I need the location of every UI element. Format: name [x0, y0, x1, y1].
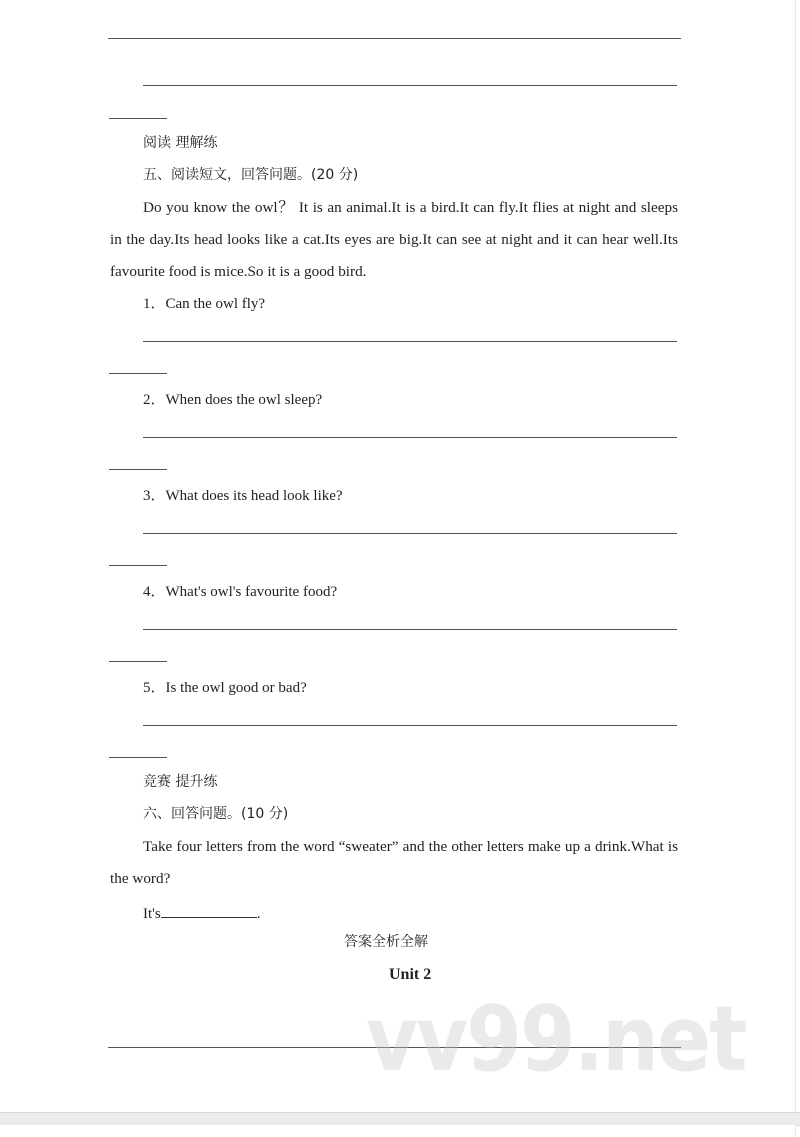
question-2	[143, 391, 322, 409]
question-number: 1．	[143, 296, 166, 312]
answer-line[interactable]	[143, 533, 677, 534]
answer-line	[143, 85, 677, 86]
question-number: 4．	[143, 584, 166, 600]
answer-line[interactable]	[143, 725, 677, 726]
next-page	[0, 1125, 796, 1137]
page-separator	[0, 1112, 800, 1126]
watermark: vv99.net	[366, 987, 746, 1092]
reading-passage	[110, 192, 678, 288]
contest-answer	[143, 903, 260, 923]
answer-line-short	[109, 118, 167, 119]
question-number: 3．	[143, 488, 166, 504]
section-title-reading: 五、阅读短文，回答问题。(20 分)	[143, 167, 359, 183]
question-text: When does the owl sleep?	[165, 392, 323, 408]
reading-passage-text: Do you know the owl？ It is an animal.It is a bird.It can fly.It flies at night and sleeps in the day.Its head looks like a cat.Its eyes are big.It can see at night and it can hear well.Its favourite food is mice.So it is a good bird.	[110, 199, 678, 280]
answer-line[interactable]	[143, 341, 677, 342]
answer-line-short[interactable]	[109, 469, 167, 470]
question-text: What's owl's favourite food?	[165, 584, 338, 600]
answers-title: 答案全析全解	[344, 934, 428, 950]
answer-suffix: .	[256, 906, 261, 922]
answer-line-short[interactable]	[109, 373, 167, 374]
question-4	[143, 583, 337, 601]
section-heading-contest: 竞赛 提升练	[143, 774, 218, 790]
question-text: Can the owl fly?	[165, 296, 266, 312]
answer-prefix: It's	[143, 906, 161, 922]
section-heading-reading: 阅读 理解练	[143, 135, 218, 151]
question-number: 2．	[143, 392, 166, 408]
unit-title: Unit 2	[389, 966, 432, 983]
contest-passage-text: Take four letters from the word “sweater” and the other letters make up a drink.What is the word?	[110, 838, 678, 887]
answer-line-short[interactable]	[109, 565, 167, 566]
answer-line-short[interactable]	[109, 757, 167, 758]
question-text: Is the owl good or bad?	[165, 680, 307, 696]
question-3	[143, 487, 343, 505]
question-5	[143, 679, 307, 697]
section-title-contest: 六、回答问题。(10 分)	[143, 806, 289, 822]
answer-line	[108, 1047, 681, 1048]
contest-passage	[110, 831, 678, 895]
answer-line	[108, 38, 681, 39]
question-1	[143, 295, 265, 313]
question-text: What does its head look like?	[165, 488, 343, 504]
answer-line[interactable]	[143, 437, 677, 438]
answer-blank[interactable]	[161, 903, 257, 918]
question-number: 5．	[143, 680, 166, 696]
answer-line-short[interactable]	[109, 661, 167, 662]
answer-line[interactable]	[143, 629, 677, 630]
